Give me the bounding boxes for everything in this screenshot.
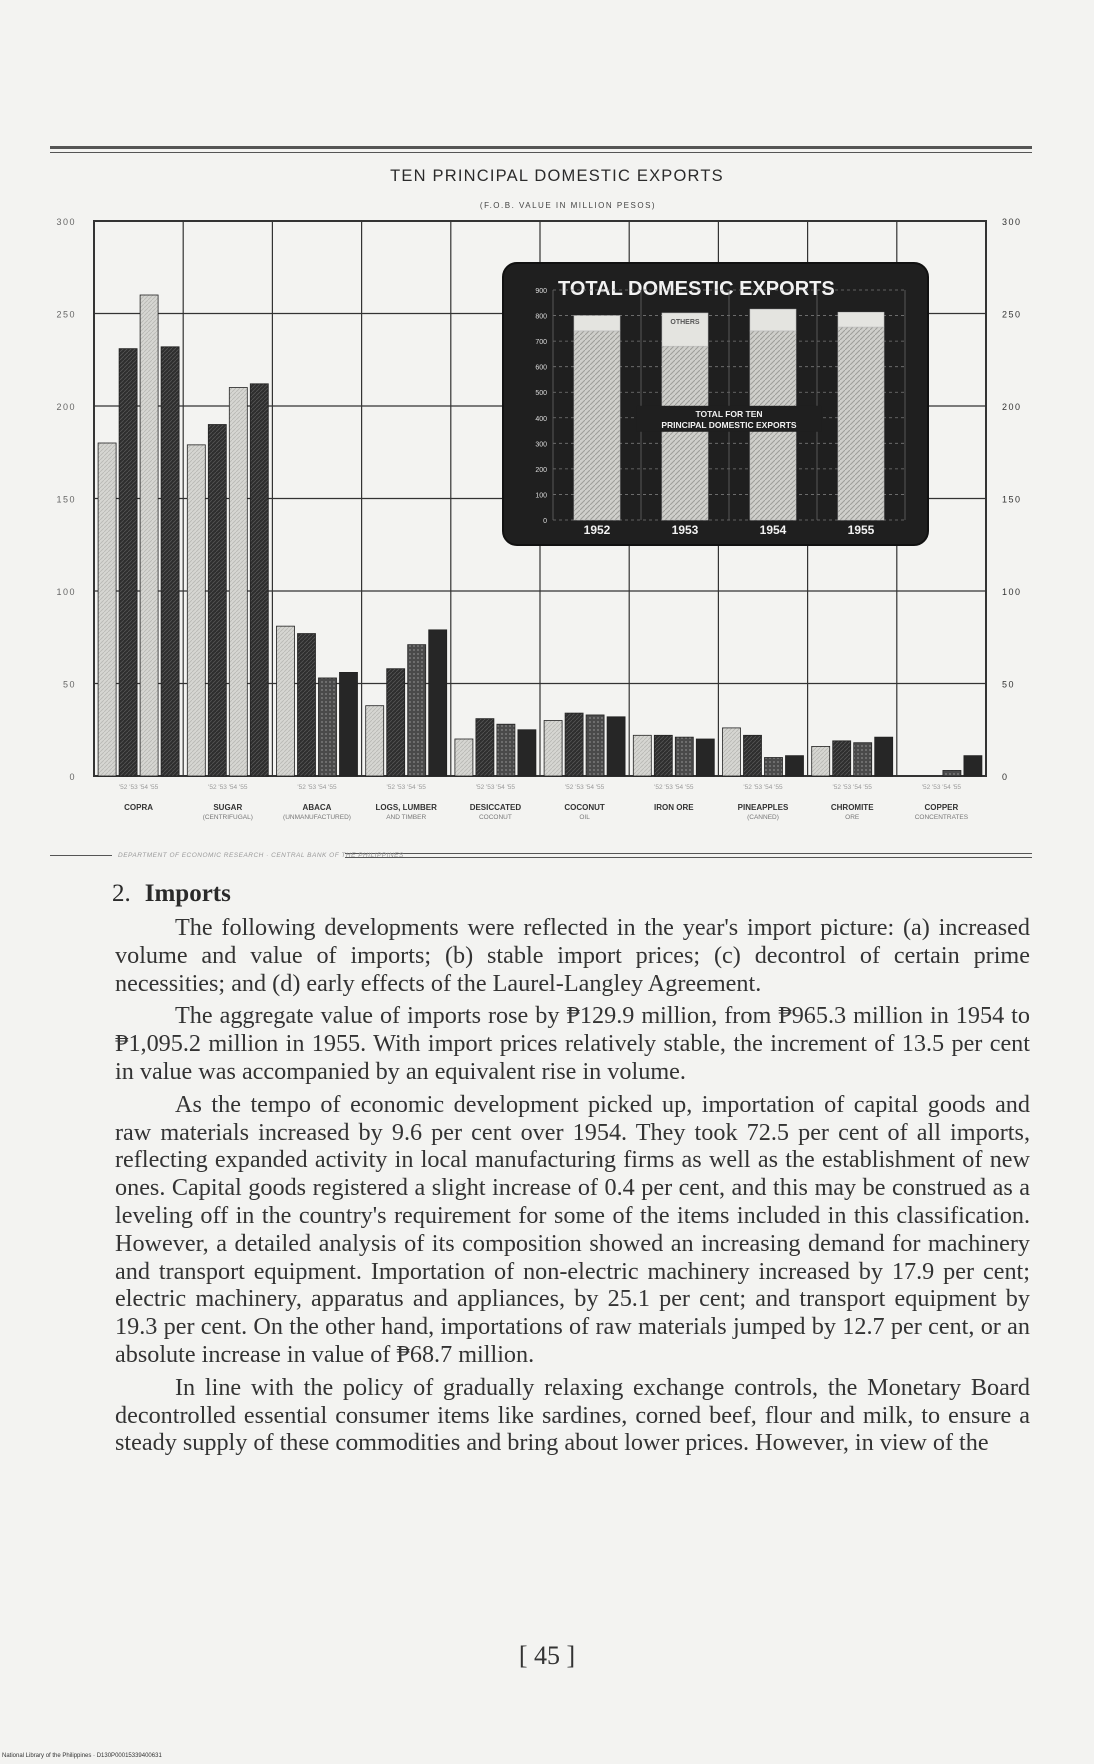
inset-y-tick: 0 [543,518,547,525]
y-tick-right: 300 [1002,217,1022,227]
year-tick-labels: '52 '53 '54 '55 [654,784,694,791]
y-tick-right: 200 [1002,402,1022,412]
year-tick-labels: '52 '53 '54 '55 [564,784,605,791]
category-label: SUGAR [213,803,243,812]
category-label: COCONUT [564,803,605,812]
bar [786,756,804,776]
category-label: ABACA [302,803,332,812]
bar [298,634,316,776]
y-tick-right: 0 [1002,772,1009,782]
bar [429,630,447,776]
inset-bar-principal [662,346,708,520]
bar [387,669,405,776]
exports-chart [0,0,1094,880]
year-tick-labels: '52 '53 '54 '55 [475,784,516,791]
year-tick-labels: '52 '53 '54 '55 [118,784,159,791]
category-label: COPPER [924,803,959,812]
bar [476,719,494,776]
y-tick-left: 100 [56,587,76,597]
category-label: LOGS, LUMBER [375,803,437,812]
bar [140,295,158,776]
bar [208,425,226,777]
bar [812,746,830,776]
category-sublabel: CONCENTRATES [914,814,969,821]
inset-bar-others [750,309,796,331]
inset-year-label: 1953 [671,523,699,537]
bar [744,735,762,776]
category-sublabel: COCONUT [478,814,512,821]
bar [696,739,714,776]
bar [455,739,473,776]
bar [544,721,562,777]
bar [943,770,961,776]
inset-series-label-principal: TOTAL FOR TEN [695,408,763,419]
bar [765,758,783,777]
year-tick-labels: '52 '53 '54 '55 [386,784,426,791]
chart-title: TEN PRINCIPAL DOMESTIC EXPORTS [390,167,724,185]
section-number: 2. [112,880,131,907]
inset-y-tick: 300 [535,441,547,449]
bar [565,713,583,776]
category-sublabel: ORE [845,814,860,821]
inset-y-tick: 400 [535,415,547,423]
inset-year-label: 1955 [847,523,875,537]
y-tick-left: 50 [62,679,76,690]
inset-year-label: 1954 [759,523,787,537]
category-sublabel: (UNMANUFACTURED) [283,814,351,821]
y-tick-left: 150 [56,494,76,505]
bar [607,717,625,776]
y-tick-right: 100 [1002,587,1022,597]
category-sublabel: AND TIMBER [386,814,427,821]
year-tick-labels: '52 '53 '54 '55 [921,784,962,791]
year-tick-labels: '52 '53 '54 '55 [832,784,872,791]
category-sublabel: OIL [579,814,590,821]
bar [161,347,179,776]
category-sublabel: (CANNED) [747,814,779,821]
inset-bar-others [574,316,620,331]
year-tick-labels: '52 '53 '54 '55 [208,784,248,791]
y-tick-right: 250 [1002,309,1022,320]
y-tick-right: 50 [1002,679,1016,690]
inset-y-tick: 500 [535,390,547,398]
bar [319,678,337,776]
bar [277,626,295,776]
bar [187,445,205,776]
inset-y-tick: 100 [535,492,547,500]
bar [250,384,268,776]
bar [408,645,426,776]
category-label: IRON ORE [654,803,694,812]
inset-series-label-principal-line2: PRINCIPAL DOMESTIC EXPORTS [661,419,797,430]
inset-bar-others [838,312,884,327]
category-label: CHROMITE [830,803,874,812]
section-heading [112,880,231,908]
chart-subtitle: (F.O.B. VALUE IN MILLION PESOS) [479,201,657,210]
bar [586,715,604,776]
inset-bar-others [662,313,708,346]
category-sublabel: (CENTRIFUGAL) [202,814,253,821]
bar [654,735,672,776]
y-tick-left: 250 [56,309,76,320]
bar [119,349,137,776]
bar [366,706,384,776]
inset-title: TOTAL DOMESTIC EXPORTS [558,278,835,300]
paragraph: The following developments were reflected in the year's import picture: (a) increased volume and value of imports; (b) stable import prices; (c) decontrol of certain prime necessities; and (d) early effects of the Laurel-Langley Agreement. [115,914,1030,997]
inset-y-tick: 800 [535,313,547,321]
y-tick-left: 200 [56,402,76,412]
paragraph: In line with the policy of gradually relaxing exchange controls, the Monetary Board decontrolled essential consumer items like sardines, corned beef, flour and milk, to ensure a steady supply of these commodities and bring about lower prices. However, in view of the [115,1373,1030,1457]
source-note: DEPARTMENT OF ECONOMIC RESEARCH · CENTRAL BANK OF THE PHILIPPINES [118,852,404,859]
y-tick-left: 300 [56,217,76,227]
bar [854,743,872,776]
inset-y-tick: 200 [535,466,547,474]
bar [497,724,515,776]
bar [518,730,536,776]
footer-note: National Library of the Philippines · D130P00015339400631 [2,1753,162,1759]
bar [340,672,358,776]
section-title: Imports [144,880,231,907]
category-label: DESICCATED [469,803,522,812]
year-tick-labels: '52 '53 '54 '55 [743,784,783,791]
category-label: PINEAPPLES [737,803,789,812]
bar [833,741,851,776]
inset-bar-principal [574,331,620,520]
bar [98,443,116,776]
y-tick-right: 150 [1002,494,1022,505]
inset-year-label: 1952 [583,523,611,537]
bar [229,388,247,777]
bar [723,728,741,776]
inset-y-tick: 900 [535,288,547,295]
inset-bar-principal [838,327,884,520]
bar [875,737,893,776]
body-text [115,914,1030,1462]
inset-y-tick: 600 [535,364,547,372]
category-label: COPRA [124,803,154,812]
year-tick-labels: '52 '53 '54 '55 [297,784,337,791]
y-tick-left: 0 [69,772,76,782]
paragraph: The aggregate value of imports rose by ₱129.9 million, from ₱965.3 million in 1954 to ₱1,095.2 million in 1955. With import prices relatively stable, the increment of 13.5 per cent in value was accompanied by an equivalent rise in volume. [115,1002,1030,1085]
page-number: [ 45 ] [518,1641,576,1670]
total-exports-inset [503,263,928,545]
paragraph: As the tempo of economic development picked up, importation of capital goods and raw materials increased by 9.6 per cent over 1954. They took 72.5 per cent of all imports, reflecting expanded activity in local manufacturing firms as well as the establishment of new ones. Capital goods registered a slight increase of 0.4 per cent, and this may be construed as a leveling off in the country's requirement for some of the items included in this classification. However, a detailed analysis of its composition showed an increasing demand for machinery and transport equipment. Importation of non-electric machinery increased by 17.9 per cent; electric machinery, apparatus and appliances, by 25.1 per cent; and transport equipment by 19.3 per cent. On the other hand, importations of raw materials jumped by 12.7 per cent, or an absolute increase in value of ₱68.7 million. [115,1090,1030,1368]
inset-series-label-others: OTHERS [670,319,700,326]
bar [675,737,693,776]
bar [964,756,982,776]
inset-y-tick: 700 [535,339,547,347]
bar [633,735,651,776]
